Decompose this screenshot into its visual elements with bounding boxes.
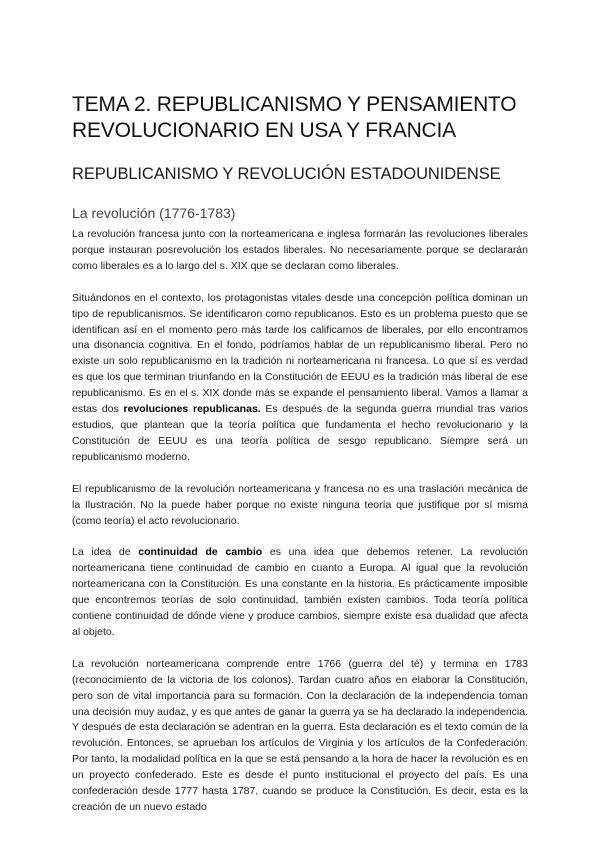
paragraph-2-text-a: Situándonos en el contexto, los protagonistas vitales desde una concepción política dominan un tipo de republicanismos. Se identificaron como republicanos. Esto es un problema puesto que se identifican así en el momento pero más tarde los calificamos de liberales, por ello encontramos una disonancia cognitiva. En el fondo, podríamos hablar de un republicanismo liberal. Pero no existe un solo republicanismo en la tradición ni norteamericana ni francesa. Lo que sí es verdad es que los que terminan triunfando en la Constitución de EEUU es la tradición más liberal de ese republicanismo. Es en el s. XIX donde más se expande el pensamiento liberal. Vamos a llamar a estas dos (72, 291, 528, 416)
document-title (72, 92, 528, 144)
paragraph-2-bold: revoluciones republicanas. (123, 403, 261, 416)
title-line-2: REVOLUCIONARIO EN USA Y FRANCIA (72, 119, 456, 142)
paragraph-5: La revolución norteamericana comprende entre 1766 (guerra del té) y termina en 1783 (reconocimiento de la victoria de los colonos). Tardan cuatro años en elaborar la Constitución, pero son de vital importancia para su formación. Con la declaración de la independencia toman una decisión muy audaz, y es que antes de ganar la guerra ya se ha declarado la independencia. Y después de esta declaración se adentran en la guerra. Esta declaración es el texto común de la revolución. Entonces, se aprueban los artículos de Virginia y los artículos de la Confederación. Por tanto, la modalidad política en la que se está pensando a la hora de hacer la revolución es en un proyecto confederado. Este es desde el punto institucional el proyecto del país. Es una confederación desde 1777 hasta 1787, cuando se produce la Constitución. Es decir, esta es la creación de un nuevo estado (72, 657, 528, 813)
paragraph-2-text-b: Es después de la segunda guerra mundial tras varios estudios, que plantean que la teoría política que fundamenta el hecho revolucionario y la Constitución de EEUU es una teoría política de sesgo republicano. Siempre será un republicanismo moderno. (72, 403, 528, 463)
paragraph-4-bold: continuidad de cambio (138, 546, 263, 559)
paragraph-3: El republicanismo de la revolución norteamericana y francesa no es una traslación mecánica de la Ilustración. No la puede haber porque no existe ninguna teoría que justifique por sí misma (como teoría) el acto revolucionario. (72, 482, 528, 527)
subsection-heading: La revolución (1776-1783) (72, 205, 236, 221)
paragraph-2 (72, 291, 528, 466)
paragraph-4 (72, 545, 528, 640)
paragraph-4-text-b: es una idea que debemos retener. La revolución norteamericana tiene continuidad de cambio en cuanto a Europa. Al igual que la revolución norteamericana con la Constitución. Es una constante en la historia. Es prácticamente imposible que encontremos teorías de solo continuidad, también existen cambios. Toda teoría política contiene continuidad de dónde viene y produce cambios, siempre existe esa dualidad que afecta al objeto. (72, 546, 528, 638)
paragraph-4-text-a: La idea de (72, 546, 139, 559)
title-line-1: TEMA 2. REPUBLICANISMO Y PENSAMIENTO (72, 93, 517, 116)
paragraph-1: La revolución francesa junto con la norteamericana e inglesa formarán las revoluciones liberales porque instauran posrevolución los estados liberales. No necesariamente porque se declararán como liberales es a lo largo del s. XIX que se declaran como liberales. (72, 228, 528, 272)
section-heading: REPUBLICANISMO Y REVOLUCIÓN ESTADOUNIDENSE (72, 165, 501, 183)
